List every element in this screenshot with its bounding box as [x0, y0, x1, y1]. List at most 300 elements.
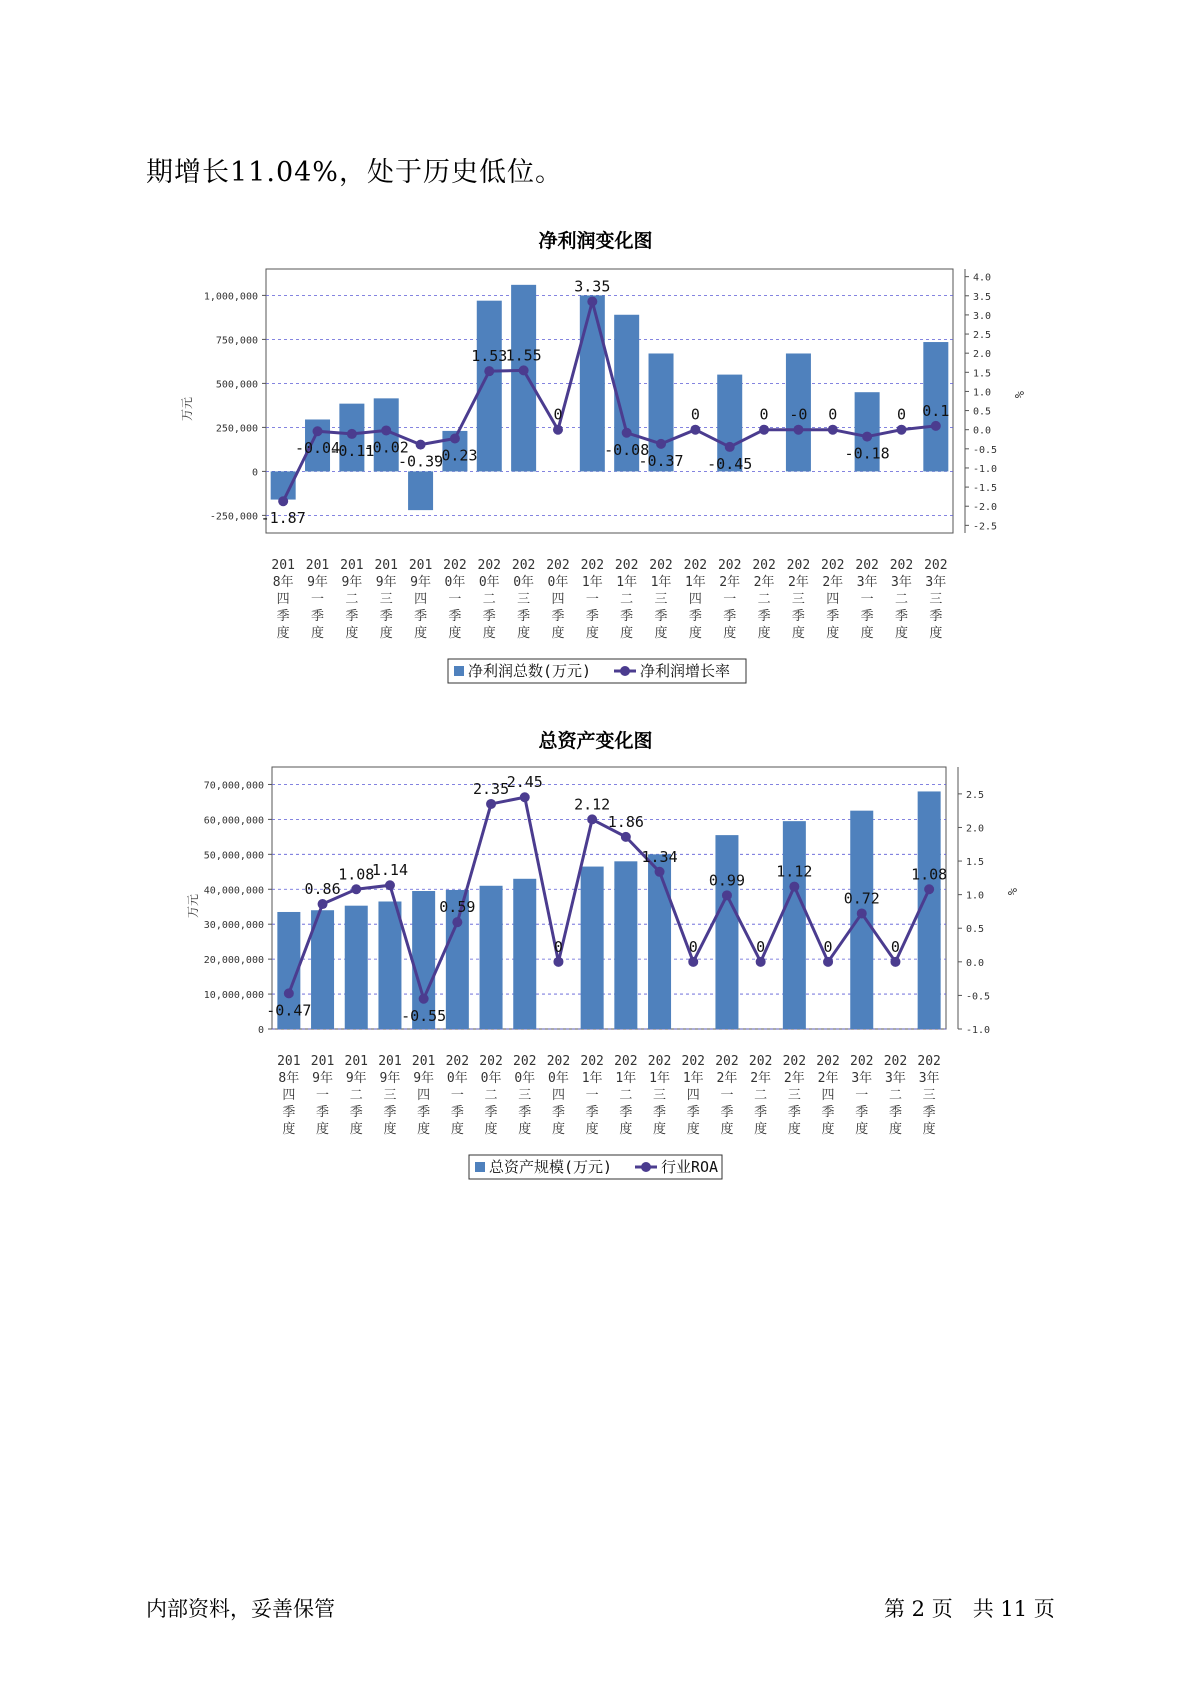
y2-axis-title: % — [1005, 888, 1019, 896]
data-label: 0 — [828, 405, 838, 424]
y2-tick-label: -2.5 — [973, 521, 998, 533]
x-tick-line: 季 — [349, 1105, 363, 1120]
x-tick-line: 度 — [720, 1122, 734, 1137]
intro-paragraph: 期增长11.04%，处于历史低位。 — [146, 157, 563, 188]
y2-tick-label: -1.0 — [973, 463, 998, 475]
x-tick-line: 度 — [379, 626, 393, 641]
x-tick-line: 季 — [888, 1105, 902, 1120]
x-tick-line: 度 — [686, 1122, 700, 1137]
x-tick-line: 202 — [883, 1054, 908, 1069]
y2-tick-label: -0.5 — [973, 444, 998, 456]
x-tick-label — [749, 1054, 772, 1137]
x-tick-line: 三 — [518, 1088, 532, 1103]
line-point — [862, 432, 872, 442]
x-tick-line: 度 — [654, 626, 668, 641]
x-tick-line: 季 — [720, 1105, 734, 1120]
line-point — [857, 908, 867, 918]
y2-tick-label: 0.5 — [966, 924, 985, 936]
x-tick-line: 季 — [688, 609, 702, 624]
x-tick-label — [479, 1054, 502, 1137]
x-tick-label — [412, 1054, 435, 1137]
data-label: 0.59 — [439, 898, 476, 917]
y2-tick-label: 1.0 — [966, 890, 985, 902]
line-point — [416, 440, 426, 450]
legend-bar-label: 净利润总数(万元) — [468, 662, 592, 680]
legend-bar-label: 总资产规模(万元) — [489, 1158, 613, 1176]
x-tick-line: 季 — [551, 609, 565, 624]
line-point — [486, 799, 496, 809]
x-tick-line: 2年 — [753, 575, 775, 590]
x-tick-line: 0年 — [513, 575, 535, 590]
x-tick-line: 202 — [816, 1054, 840, 1069]
x-tick-line: 3年 — [885, 1071, 906, 1086]
y2-tick-label: -2.0 — [973, 502, 998, 514]
x-tick-line: 三 — [791, 592, 805, 607]
x-tick-line: 度 — [619, 1122, 633, 1137]
x-tick-line: 9年 — [345, 1071, 367, 1086]
x-tick-line: 季 — [417, 1105, 431, 1120]
x-tick-line: 度 — [276, 626, 290, 641]
y-tick-label: 60,000,000 — [203, 815, 264, 827]
x-tick-line: 季 — [821, 1105, 835, 1120]
x-tick-label — [580, 1054, 603, 1137]
x-tick-line: 二 — [754, 1088, 768, 1103]
y2-tick-label: 2.0 — [973, 349, 992, 361]
x-tick-line: 一 — [316, 1088, 330, 1103]
y-tick-label: 30,000,000 — [203, 920, 264, 932]
x-tick-line: 2年 — [822, 575, 844, 590]
x-tick-label — [374, 558, 397, 641]
x-tick-line: 季 — [787, 1105, 801, 1120]
x-tick-label — [821, 558, 844, 641]
line-point — [278, 496, 288, 506]
x-tick-line: 四 — [282, 1088, 296, 1103]
bar — [345, 906, 368, 1029]
x-tick-line: 二 — [888, 1088, 902, 1103]
y2-tick-label: 4.0 — [973, 272, 992, 284]
x-tick-line: 度 — [821, 1122, 835, 1137]
x-tick-line: 季 — [484, 1105, 498, 1120]
y2-tick-label: -1.5 — [973, 483, 998, 495]
x-tick-line: 一 — [448, 592, 462, 607]
x-tick-line: 季 — [585, 609, 599, 624]
data-label: -1.87 — [260, 509, 306, 528]
data-label: -0 — [789, 405, 808, 424]
line-point — [452, 917, 462, 927]
x-tick-line: 度 — [757, 626, 771, 641]
x-tick-label — [512, 558, 535, 641]
x-tick-label — [715, 1054, 738, 1137]
x-tick-line: 四 — [414, 592, 428, 607]
bar — [511, 285, 536, 472]
net-profit-chart — [0, 255, 1191, 685]
x-tick-line: 季 — [791, 609, 805, 624]
y-axis-title: 万元 — [186, 893, 200, 918]
y2-tick-label: 2.5 — [973, 330, 992, 342]
x-tick-line: 202 — [445, 1054, 470, 1069]
x-tick-line: 季 — [276, 609, 290, 624]
x-tick-label — [345, 1054, 368, 1137]
x-tick-line: 2年 — [817, 1071, 839, 1086]
line-point — [553, 957, 563, 967]
x-tick-line: 9年 — [312, 1071, 333, 1086]
bar — [715, 835, 738, 1029]
line-point — [931, 421, 941, 431]
x-tick-label — [924, 558, 947, 641]
y-tick-label: 0 — [251, 467, 258, 479]
x-tick-line: 季 — [754, 1105, 768, 1120]
plot-area — [266, 269, 953, 533]
x-tick-line: 202 — [546, 1054, 571, 1069]
x-tick-line: 二 — [619, 1088, 633, 1103]
x-tick-line: 202 — [850, 1054, 874, 1069]
x-tick-label — [855, 558, 878, 641]
data-label: 1.08 — [911, 865, 948, 884]
bar — [378, 901, 401, 1029]
x-tick-line: 0年 — [480, 1071, 502, 1086]
x-tick-label — [546, 558, 569, 641]
x-tick-line: 度 — [922, 1122, 936, 1137]
x-tick-line: 四 — [551, 1088, 565, 1103]
x-tick-line: 度 — [417, 1122, 431, 1137]
data-label: 1.08 — [338, 865, 375, 884]
data-label: 0.1 — [922, 401, 950, 420]
x-tick-line: 季 — [414, 609, 428, 624]
data-label: -0.37 — [638, 451, 684, 470]
y2-tick-label: 1.5 — [966, 857, 985, 869]
x-tick-line: 202 — [855, 558, 879, 573]
x-tick-line: 2年 — [783, 1071, 805, 1086]
x-tick-line: 1年 — [581, 575, 603, 590]
x-tick-line: 一 — [450, 1088, 464, 1103]
x-tick-line: 9年 — [375, 575, 397, 590]
y2-tick-label: 3.5 — [973, 291, 992, 303]
x-tick-line: 一 — [585, 1088, 599, 1103]
line-point — [284, 988, 294, 998]
x-tick-line: 度 — [383, 1122, 397, 1137]
x-tick-line: 1年 — [616, 575, 638, 590]
x-tick-line: 四 — [551, 592, 565, 607]
x-tick-line: 季 — [654, 609, 668, 624]
x-tick-line: 201 — [340, 558, 364, 573]
x-tick-line: 一 — [855, 1088, 869, 1103]
x-tick-label — [443, 558, 466, 641]
x-tick-line: 季 — [653, 1105, 667, 1120]
x-tick-line: 季 — [757, 609, 771, 624]
x-tick-line: 四 — [417, 1088, 431, 1103]
x-tick-line: 季 — [620, 609, 634, 624]
data-label: 3.35 — [574, 277, 611, 296]
x-tick-line: 201 — [305, 558, 330, 573]
total-assets-chart-title: 总资产变化图 — [538, 730, 653, 752]
x-tick-label — [682, 1054, 705, 1137]
y-tick-label: 1,000,000 — [203, 291, 258, 303]
x-tick-line: 202 — [924, 558, 948, 573]
x-tick-line: 201 — [277, 1054, 301, 1069]
x-tick-line: 201 — [310, 1054, 335, 1069]
line-point — [381, 425, 391, 435]
x-tick-label — [615, 558, 638, 641]
x-tick-line: 四 — [686, 1088, 700, 1103]
x-tick-line: 202 — [786, 558, 811, 573]
y-tick-label: 50,000,000 — [203, 850, 264, 862]
x-tick-label — [648, 1054, 671, 1137]
x-tick-line: 度 — [450, 1122, 464, 1137]
x-tick-line: 季 — [311, 609, 325, 624]
x-tick-line: 202 — [715, 1054, 739, 1069]
x-tick-line: 3年 — [851, 1071, 873, 1086]
x-tick-line: 1年 — [581, 1071, 603, 1086]
legend-line-label: 行业ROA — [661, 1158, 719, 1176]
data-label: 0 — [890, 937, 900, 956]
x-tick-line: 一 — [723, 592, 737, 607]
line-point — [450, 433, 460, 443]
line-point — [520, 792, 530, 802]
x-tick-line: 季 — [929, 609, 943, 624]
x-tick-line: 度 — [482, 626, 496, 641]
bar — [918, 791, 941, 1029]
x-tick-line: 季 — [518, 1105, 532, 1120]
x-tick-line: 度 — [585, 626, 599, 641]
y-axis-title: 万元 — [180, 396, 194, 421]
x-tick-line: 3年 — [918, 1071, 940, 1086]
data-label: 1.53 — [471, 347, 508, 366]
data-label: 0.72 — [843, 889, 880, 908]
x-tick-label — [311, 1054, 334, 1137]
data-label: 0 — [688, 937, 698, 956]
y-tick-label: 10,000,000 — [203, 990, 264, 1002]
y2-tick-label: 2.0 — [966, 823, 985, 835]
x-tick-line: 8年 — [278, 1071, 300, 1086]
x-tick-line: 季 — [517, 609, 531, 624]
line-point — [656, 439, 666, 449]
x-tick-line: 二 — [345, 592, 359, 607]
x-tick-line: 一 — [311, 592, 325, 607]
x-tick-line: 三 — [517, 592, 531, 607]
x-tick-line: 度 — [723, 626, 737, 641]
x-tick-line: 度 — [791, 626, 805, 641]
legend-line-marker — [641, 1162, 651, 1172]
data-label: 1.34 — [641, 847, 678, 866]
data-label: -0.47 — [266, 1001, 312, 1020]
x-tick-line: 季 — [855, 1105, 869, 1120]
data-label: 0 — [896, 405, 906, 424]
x-tick-line: 9年 — [307, 575, 328, 590]
x-tick-line: 202 — [748, 1054, 773, 1069]
bar — [783, 821, 806, 1029]
data-label: 1.86 — [607, 812, 644, 831]
x-tick-label — [718, 558, 741, 641]
x-tick-line: 度 — [787, 1122, 801, 1137]
line-point — [890, 957, 900, 967]
x-tick-label — [547, 1054, 570, 1137]
x-tick-line: 季 — [894, 609, 908, 624]
x-tick-line: 度 — [620, 626, 634, 641]
footer-confidential: 内部资料，妥善保管 — [146, 1597, 335, 1621]
x-tick-label — [850, 1054, 873, 1137]
x-tick-line: 二 — [484, 1088, 498, 1103]
x-tick-line: 0年 — [514, 1071, 536, 1086]
x-tick-line: 1年 — [649, 1071, 670, 1086]
x-tick-line: 9年 — [413, 1071, 435, 1086]
data-label: 0 — [759, 405, 769, 424]
x-tick-line: 二 — [894, 592, 908, 607]
data-label: 1.55 — [505, 346, 542, 365]
x-tick-line: 202 — [580, 1054, 604, 1069]
x-tick-line: 一 — [585, 592, 599, 607]
line-point — [587, 297, 597, 307]
y2-tick-label: 2.5 — [966, 789, 985, 801]
x-tick-line: 2年 — [750, 1071, 772, 1086]
data-label: 2.12 — [574, 795, 611, 814]
x-tick-line: 四 — [826, 592, 840, 607]
line-point — [722, 890, 732, 900]
y-tick-label: 20,000,000 — [203, 955, 264, 967]
x-tick-line: 季 — [922, 1105, 936, 1120]
y2-tick-label: -0.5 — [966, 991, 991, 1003]
x-tick-line: 202 — [681, 1054, 705, 1069]
net-profit-chart-title: 净利润变化图 — [538, 230, 653, 252]
x-tick-line: 季 — [282, 1105, 296, 1120]
x-tick-label — [478, 558, 501, 641]
data-label: 0 — [756, 937, 766, 956]
x-tick-label — [271, 558, 294, 641]
line-point — [793, 425, 803, 435]
y2-tick-label: 1.5 — [973, 368, 992, 380]
x-tick-line: 2年 — [716, 1071, 738, 1086]
x-tick-line: 季 — [585, 1105, 599, 1120]
y-tick-label: 70,000,000 — [203, 780, 264, 792]
x-tick-line: 1年 — [615, 1071, 637, 1086]
x-tick-line: 度 — [585, 1122, 599, 1137]
x-tick-label — [884, 1054, 907, 1137]
data-label: -0.45 — [707, 454, 753, 473]
x-tick-line: 四 — [821, 1088, 835, 1103]
y-tick-label: 40,000,000 — [203, 885, 264, 897]
x-tick-line: 0年 — [548, 1071, 569, 1086]
footer-page-number: 第 2 页 共 11 页 — [884, 1597, 1055, 1621]
data-label: 1.14 — [371, 861, 409, 880]
bar — [648, 854, 671, 1029]
x-tick-line: 202 — [511, 558, 536, 573]
x-tick-label — [752, 558, 775, 641]
x-tick-line: 202 — [546, 558, 570, 573]
x-tick-line: 202 — [614, 1054, 638, 1069]
x-tick-line: 度 — [518, 1122, 532, 1137]
x-tick-line: 度 — [484, 1122, 498, 1137]
line-point — [519, 365, 529, 375]
y-tick-label: -250,000 — [209, 511, 258, 523]
x-tick-line: 0年 — [446, 1071, 468, 1086]
legend-line-label: 净利润增长率 — [640, 662, 731, 680]
x-tick-line: 度 — [414, 626, 428, 641]
x-tick-line: 度 — [653, 1122, 667, 1137]
y2-tick-label: 0.0 — [966, 957, 985, 969]
x-tick-line: 2年 — [719, 575, 741, 590]
x-tick-line: 度 — [754, 1122, 768, 1137]
line-point — [756, 957, 766, 967]
x-tick-label — [816, 1054, 839, 1137]
x-tick-line: 二 — [620, 592, 634, 607]
data-label: -0.39 — [397, 452, 444, 471]
data-label: -0.08 — [604, 440, 650, 459]
x-tick-line: 度 — [517, 626, 531, 641]
x-tick-line: 季 — [860, 609, 874, 624]
x-tick-line: 季 — [551, 1105, 565, 1120]
x-tick-line: 度 — [551, 626, 565, 641]
line-point — [725, 442, 735, 452]
x-tick-line: 202 — [513, 1054, 537, 1069]
line-point — [622, 428, 632, 438]
x-tick-line: 四 — [276, 592, 290, 607]
x-tick-line: 202 — [479, 1054, 503, 1069]
x-tick-label — [446, 1054, 469, 1137]
x-tick-line: 9年 — [379, 1071, 401, 1086]
legend-line-marker — [620, 666, 630, 676]
x-tick-line: 201 — [378, 1054, 402, 1069]
data-label: -0.11 — [329, 441, 375, 460]
data-label: 1.12 — [776, 862, 813, 881]
total-assets-chart — [0, 755, 1191, 1185]
x-tick-line: 202 — [917, 1054, 941, 1069]
x-tick-line: 202 — [649, 558, 673, 573]
x-tick-line: 度 — [345, 626, 359, 641]
x-tick-line: 度 — [282, 1122, 296, 1137]
x-tick-label — [581, 558, 604, 641]
x-tick-line: 一 — [860, 592, 874, 607]
x-tick-label — [917, 1054, 940, 1137]
x-tick-line: 1年 — [650, 575, 672, 590]
x-tick-label — [340, 558, 363, 641]
x-tick-line: 季 — [723, 609, 737, 624]
x-tick-line: 201 — [374, 558, 398, 573]
x-tick-line: 三 — [383, 1088, 397, 1103]
x-tick-line: 度 — [349, 1122, 363, 1137]
x-tick-line: 202 — [889, 558, 914, 573]
x-tick-line: 二 — [349, 1088, 363, 1103]
line-point — [313, 426, 323, 436]
bar — [581, 867, 604, 1029]
y2-tick-label: 3.0 — [973, 310, 992, 322]
data-label: -0.23 — [432, 446, 478, 465]
legend-bar-swatch — [454, 666, 464, 676]
x-tick-label — [409, 558, 432, 641]
y2-tick-label: -1.0 — [966, 1025, 991, 1036]
x-tick-line: 202 — [443, 558, 467, 573]
x-tick-label — [890, 558, 913, 641]
y-tick-label: 250,000 — [215, 423, 258, 435]
x-tick-line: 季 — [448, 609, 462, 624]
x-tick-line: 度 — [888, 1122, 902, 1137]
line-point — [759, 425, 769, 435]
line-point — [351, 884, 361, 894]
line-point — [419, 994, 429, 1004]
x-tick-line: 202 — [752, 558, 776, 573]
x-tick-label — [684, 558, 707, 641]
x-tick-label — [306, 558, 329, 641]
x-tick-line: 季 — [686, 1105, 700, 1120]
x-tick-label — [783, 1054, 806, 1137]
line-point — [385, 880, 395, 890]
line-point — [621, 832, 631, 842]
line-point — [924, 884, 934, 894]
x-tick-line: 度 — [860, 626, 874, 641]
line-point — [655, 867, 665, 877]
x-tick-line: 季 — [383, 1105, 397, 1120]
x-tick-label — [277, 1054, 300, 1137]
line-point — [484, 366, 494, 376]
line-point — [789, 882, 799, 892]
